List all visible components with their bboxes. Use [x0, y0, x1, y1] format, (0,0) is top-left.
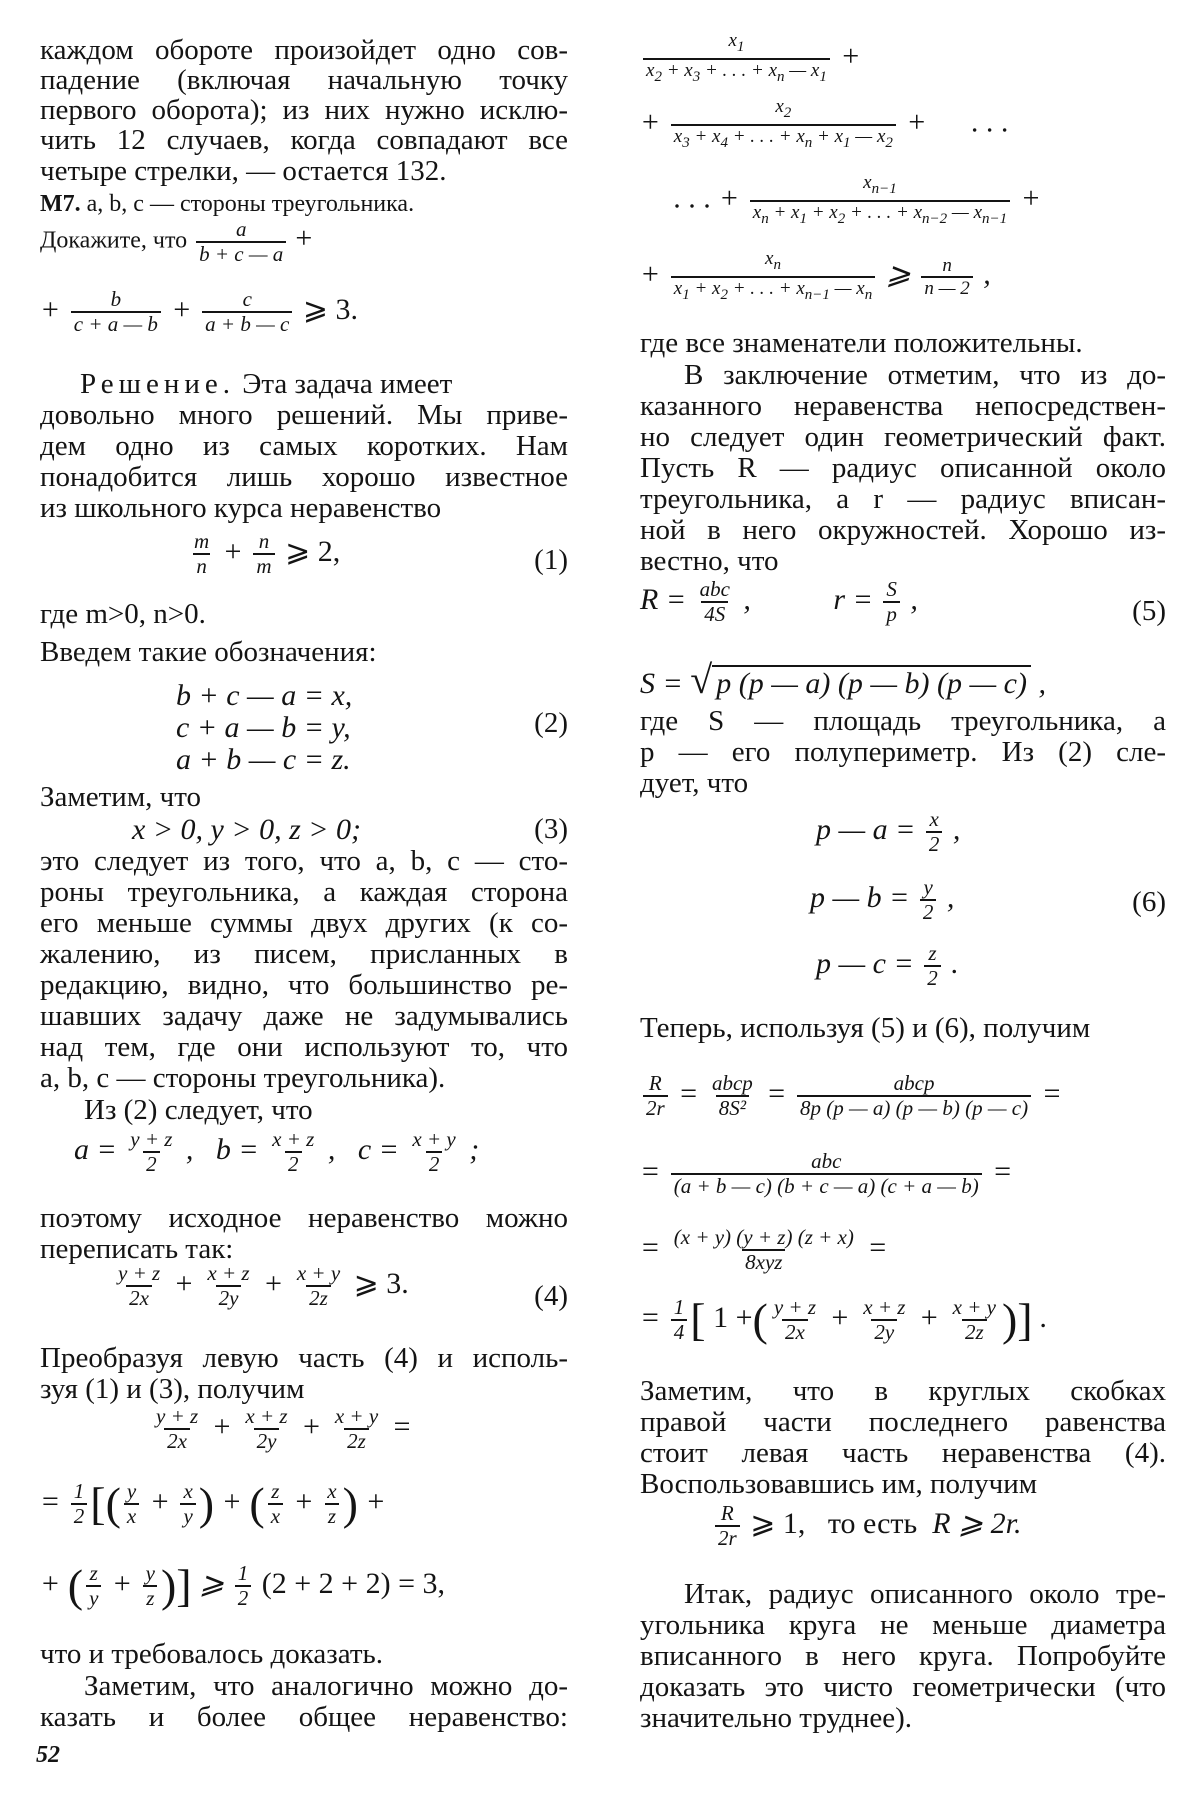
- equation-2-row: a + b — c = z.: [176, 743, 351, 776]
- equation-6-row: p — c = $\frac{z}{2}$ .: [816, 941, 959, 990]
- text-line: но следует один геометрический факт.: [640, 421, 1166, 453]
- solution-word: Решение.: [80, 368, 235, 400]
- text-line: роны треугольника, а каждая сторона: [40, 876, 568, 908]
- text-line: казать и более общее неравенство:: [40, 1701, 568, 1733]
- text-line: a, b, c — стороны треугольника).: [40, 1062, 446, 1094]
- text-line: В заключение отметим, что из до-: [684, 359, 1166, 391]
- text-line: значительно труднее).: [640, 1702, 913, 1734]
- equation-ratio-3: = $\frac{(x + y) (y + z) (z + x)}{\text{8xyz}}$ =: [640, 1225, 888, 1274]
- text-line: вписанного в него круга. Попробуйте: [640, 1640, 1166, 1672]
- equation-1: $\frac{m}{n}$ + $\frac{n}{m}$ ⩾ 2,: [194, 529, 341, 578]
- text-line: Введем такие обозначения:: [40, 636, 377, 668]
- general-inequality-1: $\frac{x_1}{x_2 + x_3 + . . . + x_n — x_1}$ +: [640, 30, 861, 88]
- text-line: Заметим, что в круглых скобках: [640, 1375, 1166, 1407]
- text-line: стоит левая часть неравенства (4).: [640, 1437, 1166, 1469]
- equation-number: (5): [1132, 595, 1166, 627]
- text-line: Пусть R — радиус описанной около: [640, 452, 1166, 484]
- equation-ratio-4: = $\frac{1}{4}$ [ 1 +( $\frac{y + z}{2x}$ + $\frac{x + z}{2y}$ + $\frac{x + y}{2z}$ )] .: [640, 1294, 1048, 1345]
- text-line: из школьного курса неравенство: [40, 492, 442, 524]
- text-line: переписать так:: [40, 1233, 234, 1265]
- text-line: казанного неравенства непосредствен-: [640, 390, 1166, 422]
- problem-label: М7.: [40, 191, 81, 217]
- text-line: Теперь, используя (5) и (6), получим: [640, 1012, 1091, 1044]
- text-line: редакцию, видно, что большинство ре-: [40, 969, 568, 1001]
- solution-first-line: Решение. Эта задача имеет: [80, 368, 453, 400]
- problem-formula-line2: + $\frac{b}{c + a — b}$ + $\frac{c}{a + b — c}$ ⩾ 3.: [40, 287, 358, 336]
- text-line: Из (2) следует, что: [84, 1094, 313, 1126]
- text-line: жалению, из писем, присланных в: [40, 938, 568, 970]
- text-line: Итак, радиус описанного около тре-: [684, 1578, 1166, 1610]
- text-line: что и требовалось доказать.: [40, 1638, 384, 1670]
- text-line: где все знаменатели положительны.: [640, 327, 1083, 359]
- text-line: поэтому исходное неравенство можно: [40, 1202, 568, 1234]
- equation-ratio-2: = $\frac{\text{abc}}{(a + b — c) (b + c — a) (c + a — b)}$ =: [640, 1149, 1013, 1198]
- text-line: Заметим, что: [40, 781, 202, 813]
- text-line: первого оборота); из них нужно исклю-: [40, 94, 568, 126]
- that-is-text: то есть: [827, 1506, 918, 1540]
- equation-derivation-2: = $\frac{1}{2}$ [( $\frac{y}{x}$ + $\frac{x}{y}$ ) + ( $\frac{z}{x}$ + $\frac{x}{z}$ ) +: [40, 1478, 386, 1529]
- text-line: понадобится лишь хорошо известное: [40, 461, 568, 493]
- equation-abc: a = $\frac{y + z}{2}$ , b = $\frac{x + z}{2}$ , c = $\frac{x + y}{2}$ ;: [74, 1127, 480, 1176]
- equation-number: (1): [534, 544, 568, 576]
- text-line: угольника круга не меньше диаметра: [640, 1609, 1166, 1641]
- text-line: падение (включая начальную точку: [40, 64, 568, 96]
- equation-derivation-3: + ( $\frac{z}{y}$ + $\frac{y}{z}$ )] ⩾ $\frac{1}{2}$ (2 + 2 + 2) = 3,: [40, 1560, 446, 1611]
- equation-heron: S = √ p (p — a) (p — b) (p — c) ,: [640, 657, 1046, 702]
- equation-number: (6): [1132, 886, 1166, 918]
- text-line: где m>0, n>0.: [40, 598, 206, 630]
- equation-2-row: b + c — a = x,: [176, 679, 353, 712]
- text-line: шавших задачу даже не задумывались: [40, 1000, 568, 1032]
- text-line: доказать это чисто геометрически (что: [640, 1671, 1166, 1703]
- text-line: каждом обороте произойдет одно сов-: [40, 34, 568, 66]
- prove-word: Докажите, что: [40, 227, 188, 254]
- text-line: Воспользовавшись им, получим: [640, 1468, 1038, 1500]
- general-inequality-4: + $\frac{x_n}{x_1 + x_2 + . . . + x_{n-1} — x_n}$ ⩾ $\frac{n}{n — 2}$ ,: [640, 248, 991, 306]
- equation-ratio-1: $\frac{R}{2r}$ = $\frac{\text{abcp}}{\text{8S²}}$ = $\frac{\text{abcp}}{8p (p — a) (p — b) (p — c)}$ =: [640, 1072, 1062, 1120]
- text-line: дует, что: [640, 767, 749, 799]
- equation-4: $\frac{y + z}{2x}$ + $\frac{x + z}{2y}$ + $\frac{x + y}{2z}$ ⩾ 3.: [118, 1261, 409, 1310]
- text-line: довольно много решений. Мы приве-: [40, 399, 568, 431]
- text-line: вестно, что: [640, 545, 779, 577]
- equation-5: R = $\frac{\text{abc}}{4S}$ , r = $\frac{S}{p}$ ,: [640, 577, 918, 626]
- equation-number: (3): [534, 813, 568, 845]
- text-line: дем одно из самых коротких. Нам: [40, 430, 568, 462]
- text-line: где S — площадь треугольника, а: [640, 705, 1166, 737]
- page-number: 52: [36, 1742, 60, 1768]
- text-line: над тем, где они используют то, что: [40, 1031, 568, 1063]
- equation-3: x > 0, y > 0, z > 0;: [132, 813, 362, 846]
- text-line: чить 12 случаев, когда совпадают все: [40, 124, 568, 156]
- equation-number: (2): [534, 707, 568, 739]
- equation-2-row: c + a — b = y,: [176, 711, 351, 744]
- text-line: ной в него окружностей. Хорошо из-: [640, 514, 1166, 546]
- equation-6-row: p — a = $\frac{x}{2}$ ,: [816, 807, 961, 856]
- text-line: его меньше суммы двух других (к со-: [40, 907, 568, 939]
- problem-text: a, b, c — стороны треугольника.: [86, 191, 415, 217]
- text-line: зуя (1) и (3), получим: [40, 1373, 305, 1405]
- problem-formula-line1: Докажите, что $\frac{a}{b + c — a}$ +: [40, 217, 313, 266]
- text-line: правой части последнего равенства: [640, 1406, 1166, 1438]
- text-line: Преобразуя левую часть (4) и исполь-: [40, 1342, 568, 1374]
- equation-final: $\frac{R}{2r}$ ⩾ 1, то есть R ⩾ 2r.: [712, 1502, 1022, 1550]
- equation-number: (4): [534, 1280, 568, 1312]
- text-line: это следует из того, что a, b, c — сто-: [40, 845, 568, 877]
- general-inequality-3: . . . + $\frac{x_{n-1}}{x_n + x_1 + x_2 + . . . + x_{n-2} — x_{n-1}}$ +: [674, 172, 1041, 230]
- text-line: треугольника, а r — радиус вписан-: [640, 483, 1166, 515]
- text-line: p — его полупериметр. Из (2) сле-: [640, 736, 1166, 768]
- text-line: четыре стрелки, — остается 132.: [40, 155, 447, 187]
- general-inequality-2: + $\frac{x_2}{x_3 + x_4 + . . . + x_n + x_1 — x_2}$ + . . .: [640, 96, 1009, 154]
- problem-statement: [40, 188, 568, 220]
- equation-6-row: p — b = $\frac{y}{2}$ ,: [810, 875, 955, 924]
- text-line: Заметим, что аналогично можно до-: [84, 1670, 568, 1702]
- equation-derivation-1: $\frac{y + z}{2x}$ + $\frac{x + z}{2y}$ + $\frac{x + y}{2z}$ =: [156, 1404, 412, 1453]
